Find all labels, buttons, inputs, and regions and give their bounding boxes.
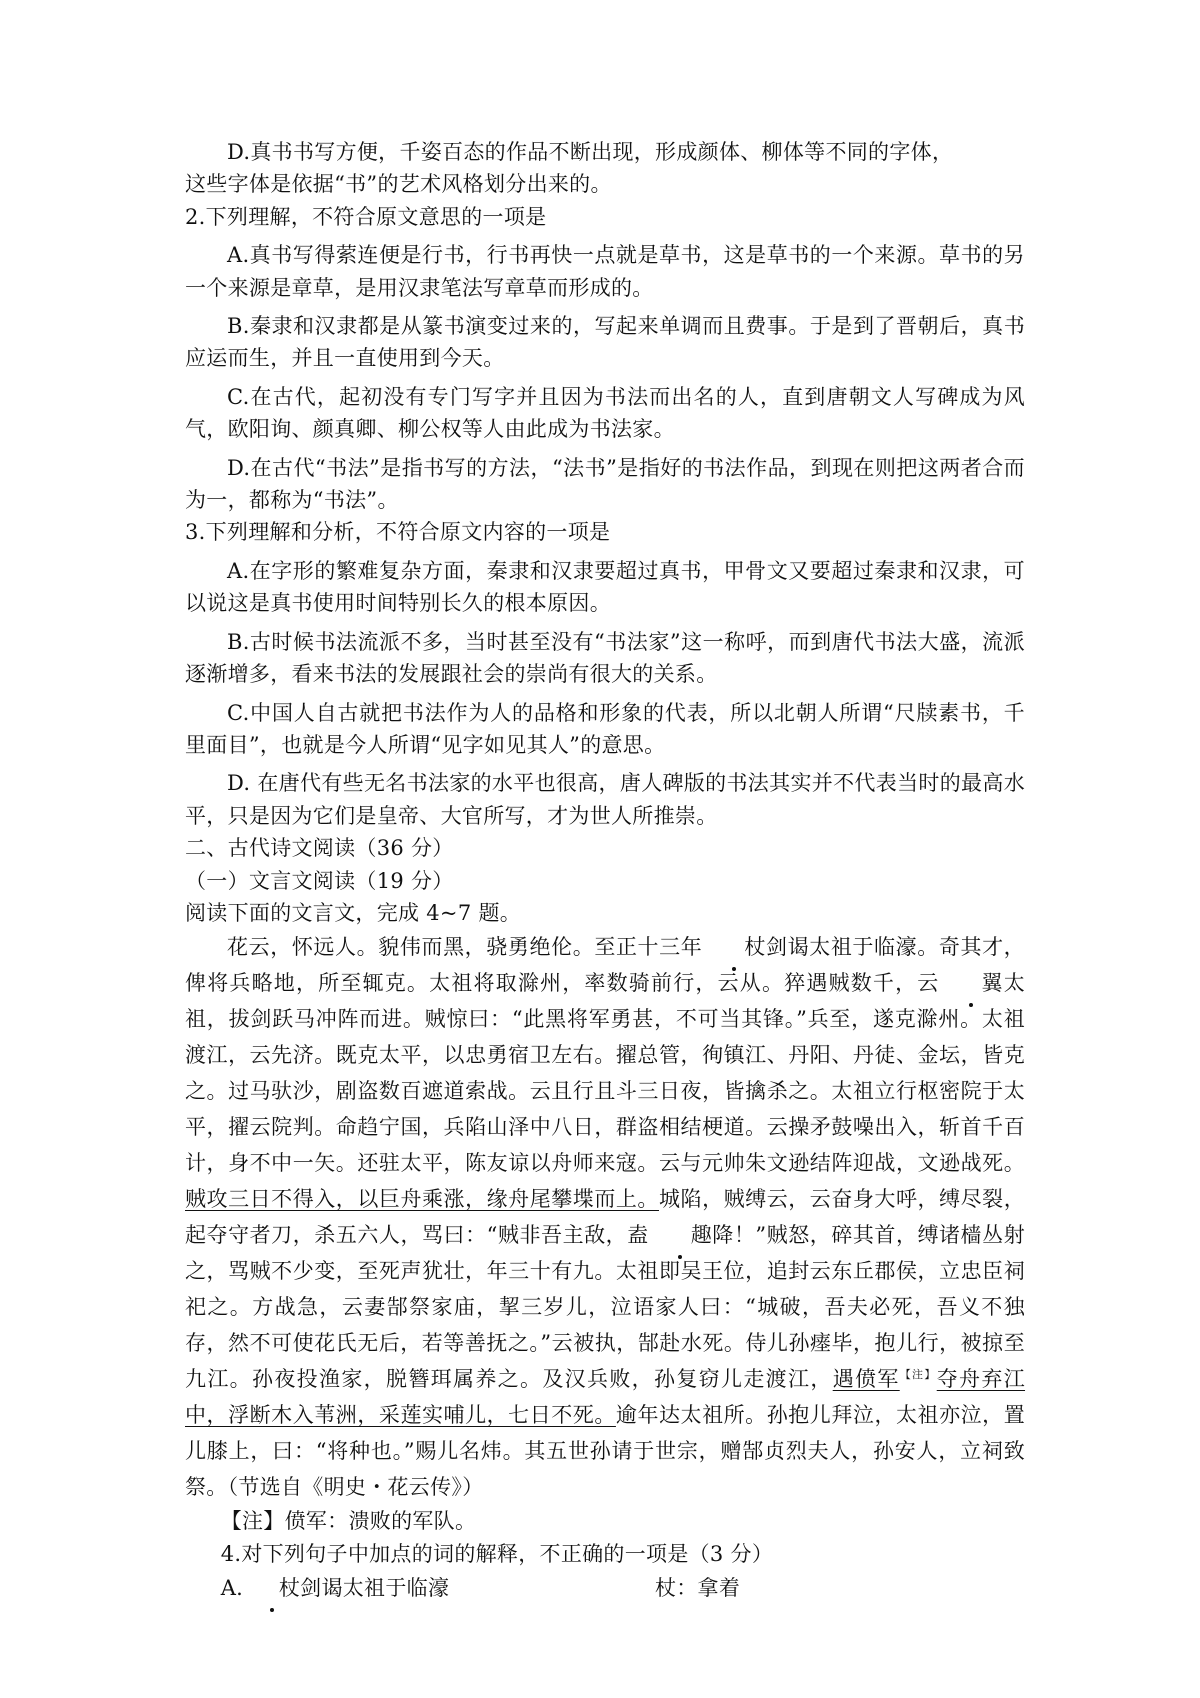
dotted-word-yi: 翼: [939, 965, 1002, 1001]
q3-stem: 3.下列理解和分析，不符合原文内容的一项是: [185, 520, 611, 545]
q3-option-a: A.在字形的繁难复杂方面，秦隶和汉隶要超过真书，甲骨文又要超过秦隶和汉隶，可以说这是真书使用时间特别长久的根本原因。: [185, 558, 1025, 616]
q1-option-d-line1: D.真书书写方便，千姿百态的作品不断出现，形成颜体、柳体等不同的字体，: [227, 140, 954, 164]
dotted-word-qu: 趣: [649, 1217, 712, 1253]
passage-text: 逾年达太祖所。孙抱儿拜泣，太祖亦泣，置儿膝上，曰：“将种也。”赐儿名炜。其五世孙请于世宗，赠郜贞烈夫人，孙安人，立祠致祭。（节选自《明史・花云传》）: [185, 1403, 1026, 1500]
q2-option-c: C.在古代，起初没有专门写字并且因为书法而出名的人，直到唐朝文人写碑成为风气，欧阳询、颜真卿、柳公权等人由此成为书法家。: [185, 384, 1025, 442]
q4-option-a-explanation: 杖：拿着: [654, 1576, 741, 1601]
q2-option-b: B.秦隶和汉隶都是从篆书演变过来的，写起来单调而且费事。于是到了晋朝后，真书应运而生，并且一直使用到今天。: [185, 314, 1025, 371]
classical-passage: [185, 929, 1025, 1505]
q2-option-d: D.在古代“书法”是指书写的方法，“法书”是指好的书法作品，到现在则把这两者合而为一，都称为“书法”。: [185, 455, 1025, 513]
reading-instruction: 阅读下面的文言文，完成 4~7 题。: [185, 900, 522, 925]
q4-dotted-word: 杖: [243, 1570, 300, 1606]
q4-option-a-label: A.: [220, 1576, 244, 1601]
q1-option-d-line2: 这些字体是依据“书”的艺术风格划分出来的。: [185, 172, 612, 197]
underlined-sentence-2a: 遇偾军: [832, 1367, 900, 1392]
q4-option-a: [185, 1570, 1025, 1606]
passage-text: 剑谒太祖于临濠。奇其才，俾将兵略地，所至辄克。太祖将取滁州，率数骑前行，云从。猝遇贼数千，云: [185, 935, 1025, 996]
q2-option-a: A.真书写得萦连便是行书，行书再快一点就是草书，这是草书的一个来源。草书的另一个来源是章草，是用汉隶笔法写章草而形成的。: [185, 243, 1025, 300]
section-title: 二、古代诗文阅读（36 分）: [185, 836, 454, 861]
underlined-sentence-1: 贼攻三日不得入，以巨舟乘涨，缘舟尾攀堞而上。: [185, 1187, 659, 1212]
passage-text: 城陷，贼缚云，云奋身大呼，缚尽裂，起夺守者刀，杀五六人，骂曰：“贼非吾主敌，盍: [185, 1187, 1025, 1248]
q4-option-a-sentence: 剑谒太祖于临濠: [300, 1576, 450, 1601]
subsection-title: （一）文言文阅读（19 分）: [185, 868, 454, 893]
exam-page: [185, 136, 1025, 1606]
underlined-sentence-2b: 夺舟弃江中，浮断木入苇洲，采莲实哺儿，七日不死。: [185, 1367, 1026, 1428]
footnote-marker: 【注】: [899, 1368, 937, 1382]
q3-option-c: C.中国人自古就把书法作为人的品格和形象的代表，所以北朝人所谓“尺牍素书，千里面目”，也就是今人所谓“见字如见其人”的意思。: [185, 700, 1025, 757]
passage-text: 降！”贼怒，碎其首，缚诸樯丛射之，骂贼不少变，至死声犹壮，年三十有九。太祖即吴王位，追封云东丘郡侯，立忠臣祠祀之。方战急，云妻郜祭家庙，挈三岁儿，泣语家人曰：“城破，吾夫必死，吾义不独存，然不可使花氏无后，若等善抚之。”云被执，郜赴水死。侍儿孙瘗毕，抱儿行，被掠至九江。孙夜投渔家，脱簪珥属养之。及汉兵败，孙复窃儿走渡江，: [185, 1223, 1025, 1392]
passage-text: 太祖，拔剑跃马冲阵而进。贼惊曰：“此黑将军勇甚，不可当其锋。”兵至，遂克滁州。太祖渡江，云先济。既克太平，以忠勇宿卫左右。擢总管，徇镇江、丹阳、丹徒、金坛，皆克之。过马驮沙，剧盗数百遮道索战。云且行且斗三日夜，皆擒杀之。太祖立行枢密院于太平，擢云院判。命趋宁国，兵陷山泽中八日，群盗相结梗道。云操矛鼓噪出入，斩首千百计，身不中一矢。还驻太平，陈友谅以舟师来寇。云与元帅朱文逊结阵迎战，文逊战死。: [185, 971, 1025, 1176]
footnote: 【注】偾军：溃败的军队。: [220, 1509, 477, 1534]
q3-option-d: D. 在唐代有些无名书法家的水平也很高，唐人碑版的书法其实并不代表当时的最高水平，只是因为它们是皇帝、大官所写，才为世人所推崇。: [185, 771, 1025, 828]
q3-option-b: B.古时候书法流派不多，当时甚至没有“书法家”这一称呼，而到唐代书法大盛，流派逐渐增多，看来书法的发展跟社会的崇尚有很大的关系。: [185, 629, 1025, 687]
q4-stem: 4.对下列句子中加点的词的解释，不正确的一项是（3 分）: [220, 1541, 774, 1566]
dotted-word-zhang: 杖: [702, 929, 765, 965]
q2-stem: 2.下列理解，不符合原文意思的一项是: [185, 204, 547, 229]
passage-text: 花云，怀远人。貌伟而黑，骁勇绝伦。至正十三年: [227, 935, 703, 960]
